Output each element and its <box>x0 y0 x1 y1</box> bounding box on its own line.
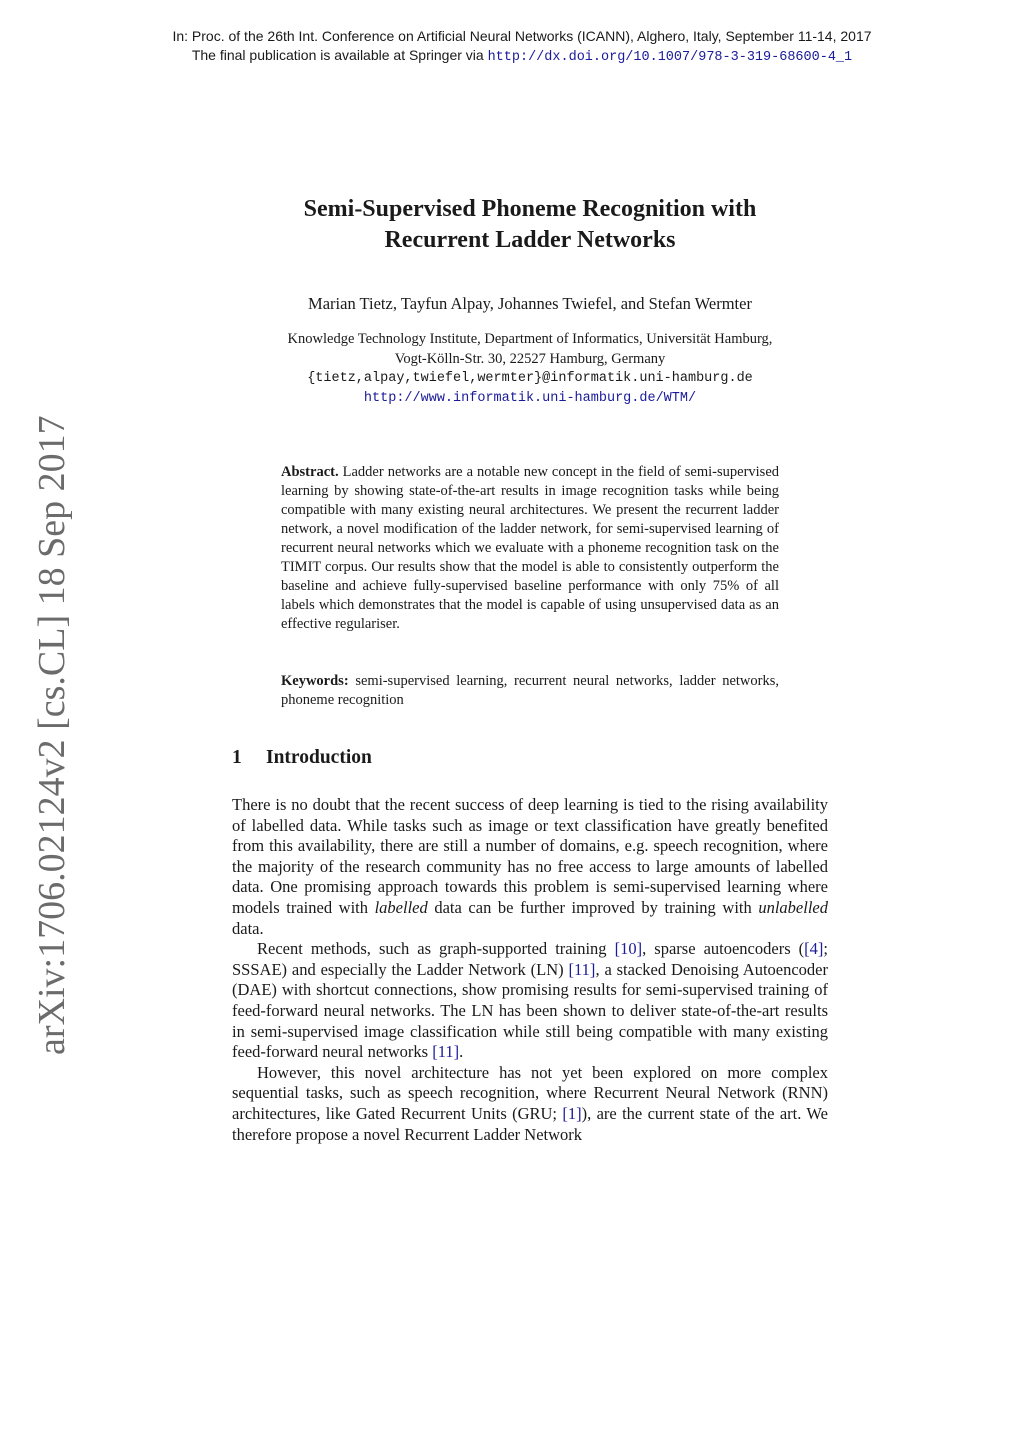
citation-link[interactable]: [4] <box>804 939 824 959</box>
p1-text-a: There is no doubt that the recent success of deep learning is tied to the rising availability of labelled data. While tasks such as image or text classification have greatly benefited from this availability, there are still a number of domains, e.g. speech recognition, where the majority of the research community has no free access to large amounts of labelled data. One promising approach towards this problem is semi-supervised learning where models trained with <box>232 795 828 917</box>
citation-link[interactable]: [11] <box>568 959 596 979</box>
section-number: 1 <box>232 747 242 768</box>
header-line-2-prefix: The final publication is available at Springer via <box>191 47 488 63</box>
paragraph-2 <box>232 939 828 1063</box>
citation-link[interactable]: [11] <box>432 1042 460 1062</box>
p1-text-b: data can be further improved by training with <box>427 897 759 917</box>
paragraph-1 <box>232 795 828 939</box>
arxiv-stamp: arXiv:1706.02124v2 [cs.CL] 18 Sep 2017 <box>31 415 73 1055</box>
abstract <box>281 463 779 634</box>
institute-url[interactable]: http://www.informatik.uni-hamburg.de/WTM/ <box>363 390 697 406</box>
header-line-1: In: Proc. of the 26th Int. Conference on Artificial Neural Networks (ICANN), Alghero, Italy, September 11-14, 2017 <box>172 28 872 44</box>
body-text <box>232 795 828 1145</box>
author-emails[interactable]: {tietz,alpay,twiefel,wermter}@informatik.uni-hamburg.de <box>307 371 753 386</box>
p3-text-a: However, this novel architecture has not yet been explored on more complex sequential tasks, such as speech recognition, where Recurrent Neural Network (RNN) architectures, like Gated Recurrent Units (GRU; <box>232 1062 828 1123</box>
title-line-1: Semi-Supervised Phoneme Recognition with <box>303 196 757 222</box>
title-line-2: Recurrent Ladder Networks <box>384 227 676 253</box>
p1-emphasis-labelled: labelled <box>374 897 428 917</box>
header-line-2 <box>0 46 1024 67</box>
abstract-label: Abstract. <box>281 464 339 480</box>
citation-link[interactable]: [1] <box>562 1103 582 1123</box>
keywords-label: Keywords: <box>281 673 349 689</box>
p2-text-d: , a stacked Denoising Autoencoder (DAE) with shortcut connections, show promising results for semi-supervised training of feed-forward neural networks. The LN has been shown to deliver state-of-the-art results in semi-supervised image classification while still being compatible with many existing feed-forward neural networks <box>232 959 829 1062</box>
affiliation-line-2: Vogt-Kölln-Str. 30, 22527 Hamburg, Germany <box>394 350 666 367</box>
affiliation-line-1: Knowledge Technology Institute, Department of Informatics, Universität Hamburg, <box>287 331 773 347</box>
section-heading <box>232 747 372 769</box>
keywords <box>281 672 779 710</box>
publication-header <box>0 27 1024 67</box>
paragraph-3 <box>232 1063 828 1145</box>
p1-emphasis-unlabelled: unlabelled <box>758 897 828 917</box>
p2-text-b: , sparse autoencoders ( <box>642 939 805 959</box>
p2-text-e: . <box>459 1042 464 1062</box>
p1-text-c: data. <box>232 918 264 938</box>
affiliation <box>230 330 830 408</box>
p2-text-c: ; SSSAE) and especially the Ladder Network (LN) <box>232 939 829 979</box>
citation-link[interactable]: [10] <box>614 939 643 959</box>
p2-text-a: Recent methods, such as graph-supported training <box>257 939 615 959</box>
doi-link[interactable]: http://dx.doi.org/10.1007/978-3-319-68600-4_1 <box>487 50 853 65</box>
abstract-text: Ladder networks are a notable new concept in the field of semi-supervised learning by showing state-of-the-art results in image recognition tasks while being compatible with many existing neural architectures. We present the recurrent ladder network, a novel modification of the ladder network, for semi-supervised learning of recurrent neural networks which we evaluate with a phoneme recognition task on the TIMIT corpus. Our results show that the model is able to consistently outperform the baseline and achieve fully-supervised baseline performance with only 75% of all labels which demonstrates that the model is capable of using unsupervised data as an effective regulariser. <box>281 464 779 632</box>
p3-text-b: ), are the current state of the art. We therefore propose a novel Recurrent Ladder Network <box>232 1103 829 1144</box>
paper-title <box>230 194 830 256</box>
authors: Marian Tietz, Tayfun Alpay, Johannes Twiefel, and Stefan Wermter <box>308 294 752 313</box>
section-title: Introduction <box>266 747 372 768</box>
keywords-text: semi-supervised learning, recurrent neural networks, ladder networks, phoneme recognition <box>281 673 779 708</box>
